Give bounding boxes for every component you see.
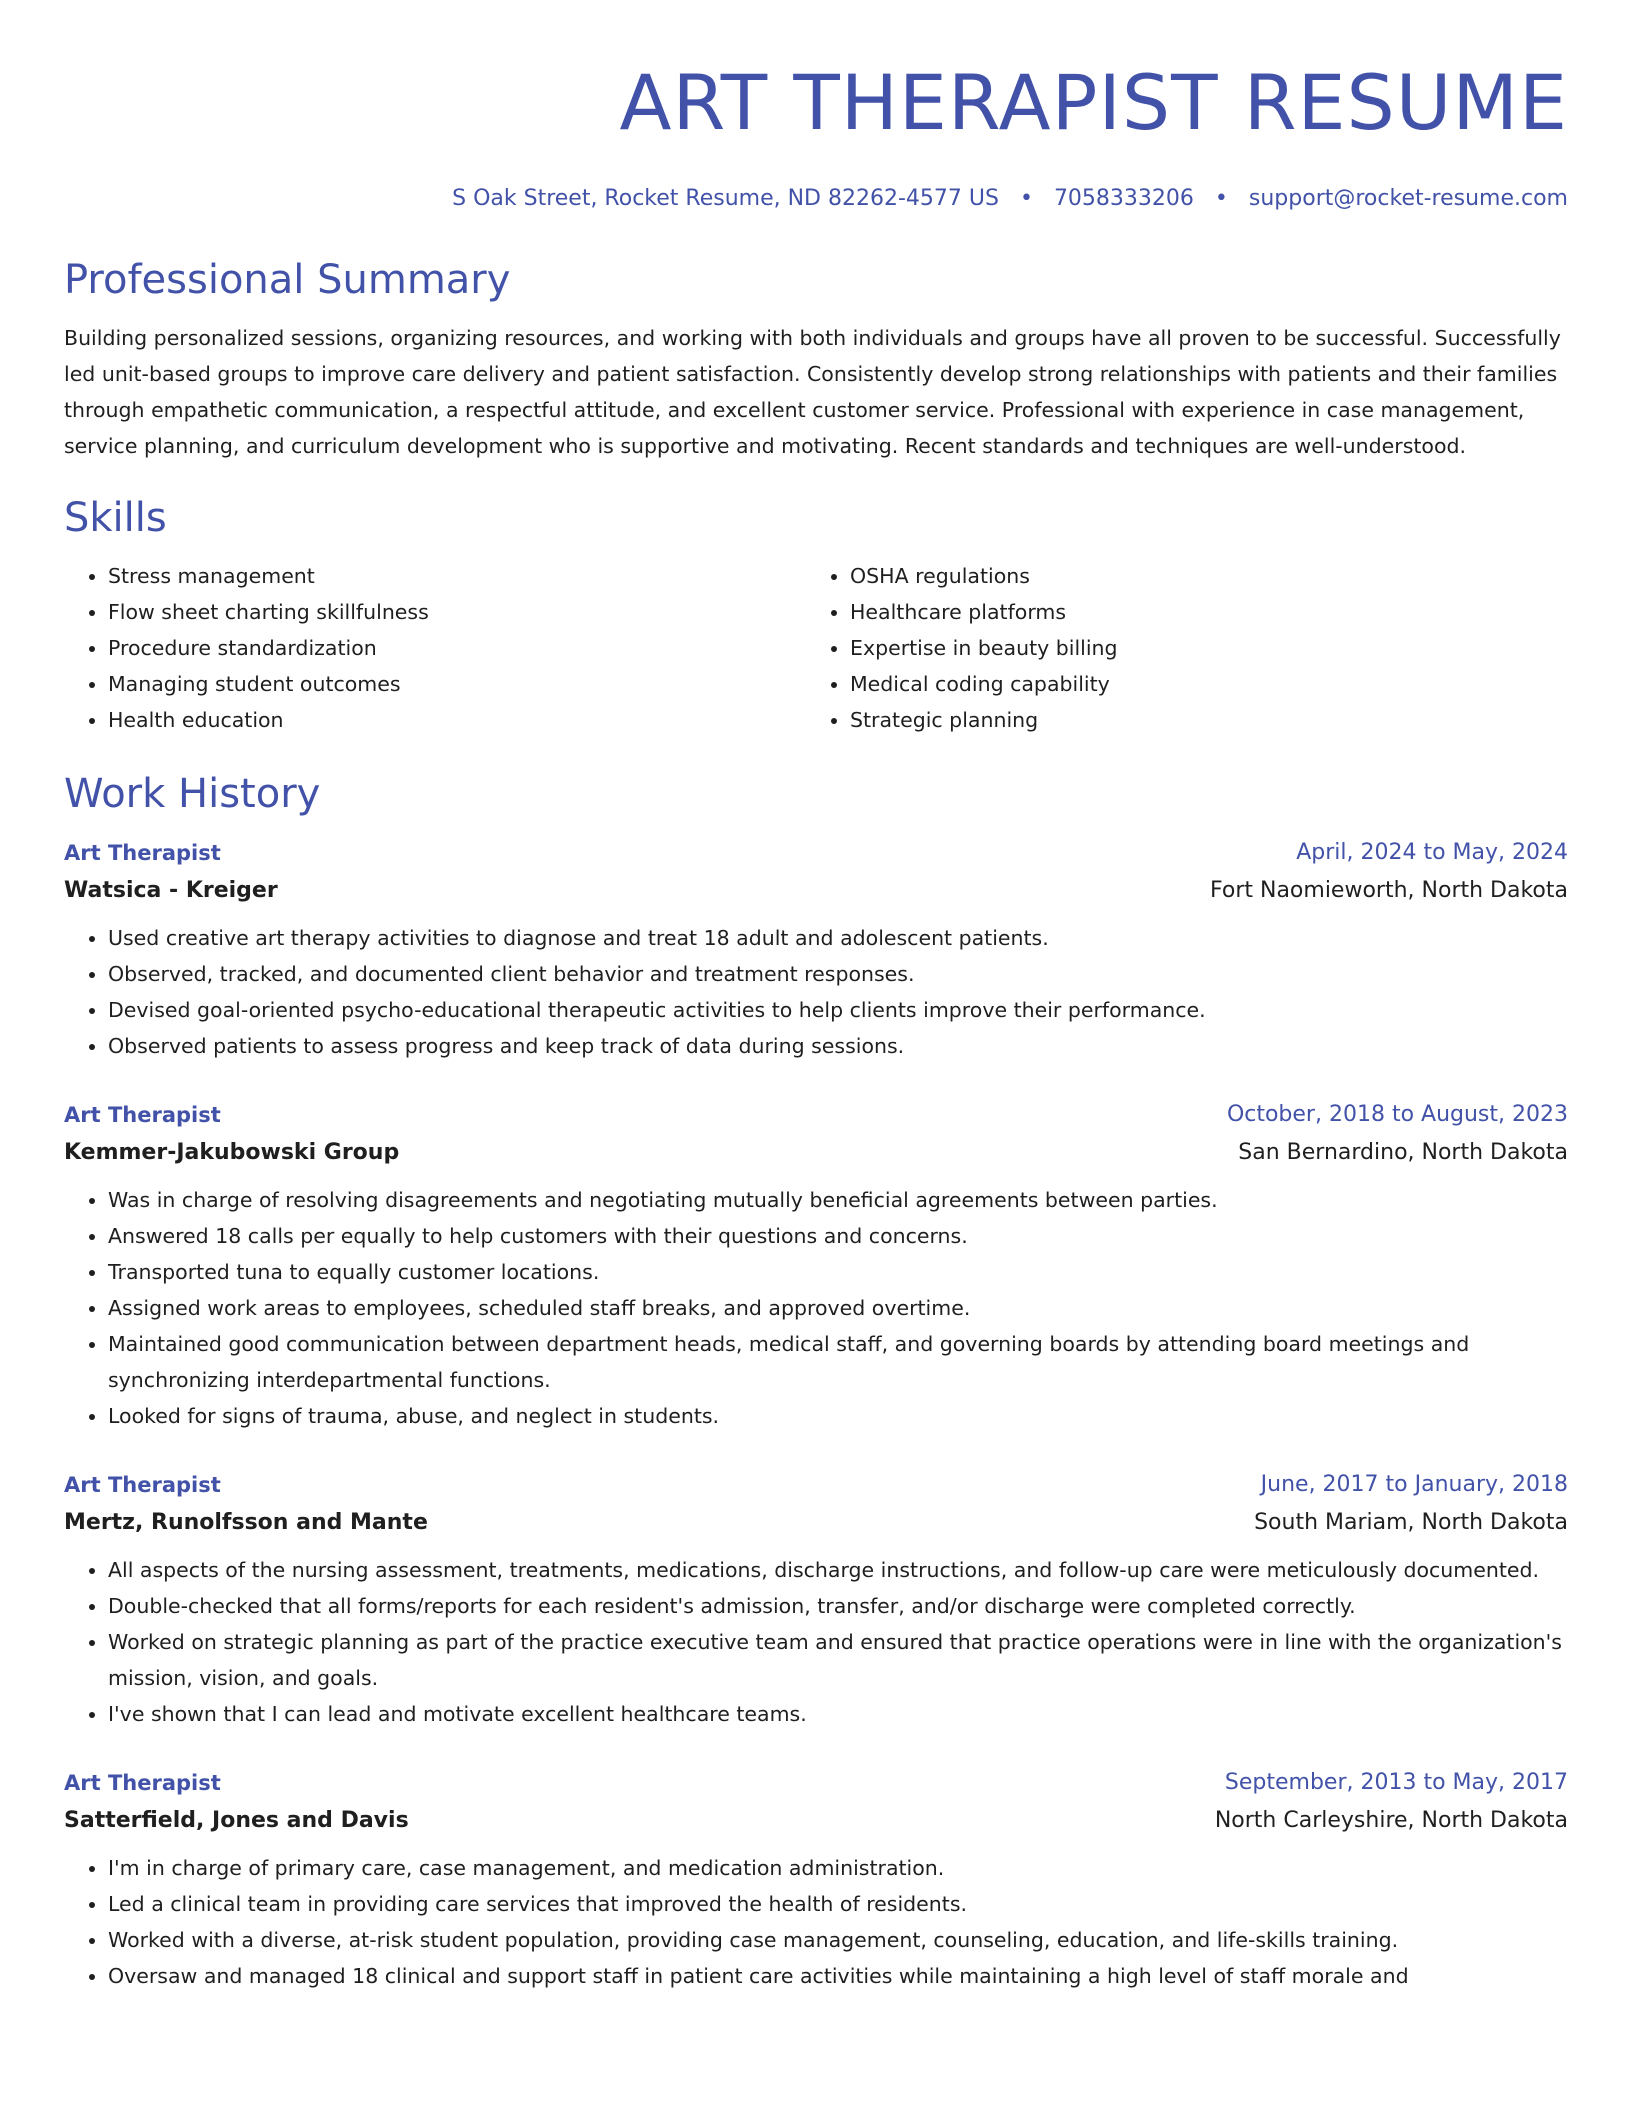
job-title-row: [64, 1466, 1568, 1504]
skill-item: • Medical coding capability: [850, 666, 1548, 702]
job-bullet: • Answered 18 calls per equally to help customers with their questions and concerns.: [108, 1218, 1568, 1254]
job-company: Satterfield, Jones and Davis: [64, 1808, 409, 1833]
job-company-row: [64, 1504, 1568, 1542]
job-company: Mertz, Runolfsson and Mante: [64, 1510, 428, 1535]
contact-separator: •: [1019, 186, 1033, 211]
skill-item: • Expertise in beauty billing: [850, 630, 1548, 666]
job-company-row: [64, 872, 1568, 910]
job-dates: October, 2018 to August, 2023: [1226, 1102, 1568, 1127]
job-title: Art Therapist: [64, 1771, 221, 1795]
skills-columns: [64, 558, 1568, 738]
job-bullet: • Observed patients to assess progress and keep track of data during sessions.: [108, 1028, 1568, 1064]
job-entry: [64, 834, 1568, 1064]
job-bullet: • Transported tuna to equally customer locations.: [108, 1254, 1568, 1290]
skills-list-right: [806, 558, 1548, 738]
job-bullet: • Observed, tracked, and documented client behavior and treatment responses.: [108, 956, 1568, 992]
skill-item: • Healthcare platforms: [850, 594, 1548, 630]
skill-item: • Flow sheet charting skillfulness: [108, 594, 806, 630]
contact-line: [64, 184, 1568, 214]
job-title-row: [64, 834, 1568, 872]
job-bullet: • Was in charge of resolving disagreements and negotiating mutually beneficial agreements between parties.: [108, 1182, 1568, 1218]
skill-item: • Stress management: [108, 558, 806, 594]
job-title: Art Therapist: [64, 1103, 221, 1127]
contact-phone: 7058333206: [1053, 186, 1194, 211]
job-company-row: [64, 1134, 1568, 1172]
job-bullet: • I've shown that I can lead and motivate excellent healthcare teams.: [108, 1696, 1568, 1732]
resume-page: [64, 0, 1568, 1994]
job-bullet: • Looked for signs of trauma, abuse, and neglect in students.: [108, 1398, 1568, 1434]
job-bullet: • Worked with a diverse, at-risk student population, providing case management, counseling, education, and life-skills training.: [108, 1922, 1568, 1958]
job-bullet: • Led a clinical team in providing care services that improved the health of residents.: [108, 1886, 1568, 1922]
skill-item: • OSHA regulations: [850, 558, 1548, 594]
job-location: San Bernardino, North Dakota: [1238, 1140, 1568, 1165]
job-title-row: [64, 1096, 1568, 1134]
job-dates: June, 2017 to January, 2018: [1260, 1472, 1568, 1497]
job-entry: [64, 1764, 1568, 1994]
work-history-heading: Work History: [64, 771, 321, 817]
contact-email: support@rocket-resume.com: [1248, 186, 1568, 211]
job-bullet: • Used creative art therapy activities to diagnose and treat 18 adult and adolescent patients.: [108, 920, 1568, 956]
skill-item: • Health education: [108, 702, 806, 738]
job-bullet: • Assigned work areas to employees, scheduled staff breaks, and approved overtime.: [108, 1290, 1568, 1326]
job-bullet: • Maintained good communication between department heads, medical staff, and governing boards by attending board meetings and synchronizing interdepartmental functions.: [108, 1326, 1568, 1398]
job-title: Art Therapist: [64, 841, 221, 865]
skills-list-left: [64, 558, 806, 738]
job-location: Fort Naomieworth, North Dakota: [1210, 878, 1568, 903]
job-entry: [64, 1096, 1568, 1434]
job-dates: September, 2013 to May, 2017: [1224, 1770, 1568, 1795]
summary-text: Building personalized sessions, organizing resources, and working with both individuals and groups have all proven to be successful. Successfully led unit-based groups to improve care delivery and patient satisfaction. Consistently develop strong relationships with patients and their families through empathetic communication, a respectful attitude, and excellent customer service. Professional with experience in case management, service planning, and curriculum development who is supportive and motivating. Recent standards and techniques are well-understood.: [64, 326, 1561, 458]
job-bullet: • I'm in charge of primary care, case management, and medication administration.: [108, 1850, 1568, 1886]
job-location: North Carleyshire, North Dakota: [1214, 1808, 1568, 1833]
job-bullet: • Devised goal-oriented psycho-educational therapeutic activities to help clients improve their performance.: [108, 992, 1568, 1028]
skill-item: • Strategic planning: [850, 702, 1548, 738]
job-bullet: • Double-checked that all forms/reports for each resident's admission, transfer, and/or discharge were completed correctly.: [108, 1588, 1568, 1624]
job-company-row: [64, 1802, 1568, 1840]
skill-item: • Managing student outcomes: [108, 666, 806, 702]
job-entry: [64, 1466, 1568, 1732]
contact-address: S Oak Street, Rocket Resume, ND 82262-4577 US: [452, 186, 999, 211]
job-bullets: [64, 1552, 1568, 1732]
job-title: Art Therapist: [64, 1473, 221, 1497]
job-bullet: • Worked on strategic planning as part of the practice executive team and ensured that practice operations were in line with the organization's mission, vision, and goals.: [108, 1624, 1568, 1696]
contact-separator: •: [1214, 186, 1228, 211]
job-location: South Mariam, North Dakota: [1254, 1510, 1568, 1535]
summary-heading: Professional Summary: [64, 257, 511, 303]
job-bullet: • All aspects of the nursing assessment, treatments, medications, discharge instructions, and follow-up care were meticulously documented.: [108, 1552, 1568, 1588]
job-bullet: • Oversaw and managed 18 clinical and support staff in patient care activities while maintaining a high level of staff morale and: [108, 1958, 1568, 1994]
job-company: Kemmer-Jakubowski Group: [64, 1140, 400, 1165]
job-bullets: [64, 920, 1568, 1064]
job-title-row: [64, 1764, 1568, 1802]
skill-item: • Procedure standardization: [108, 630, 806, 666]
job-dates: April, 2024 to May, 2024: [1296, 840, 1568, 865]
job-bullets: [64, 1850, 1568, 1994]
job-bullets: [64, 1182, 1568, 1434]
job-company: Watsica - Kreiger: [64, 878, 278, 903]
skills-heading: Skills: [64, 495, 167, 541]
resume-title: ART THERAPIST RESUME: [619, 58, 1568, 147]
